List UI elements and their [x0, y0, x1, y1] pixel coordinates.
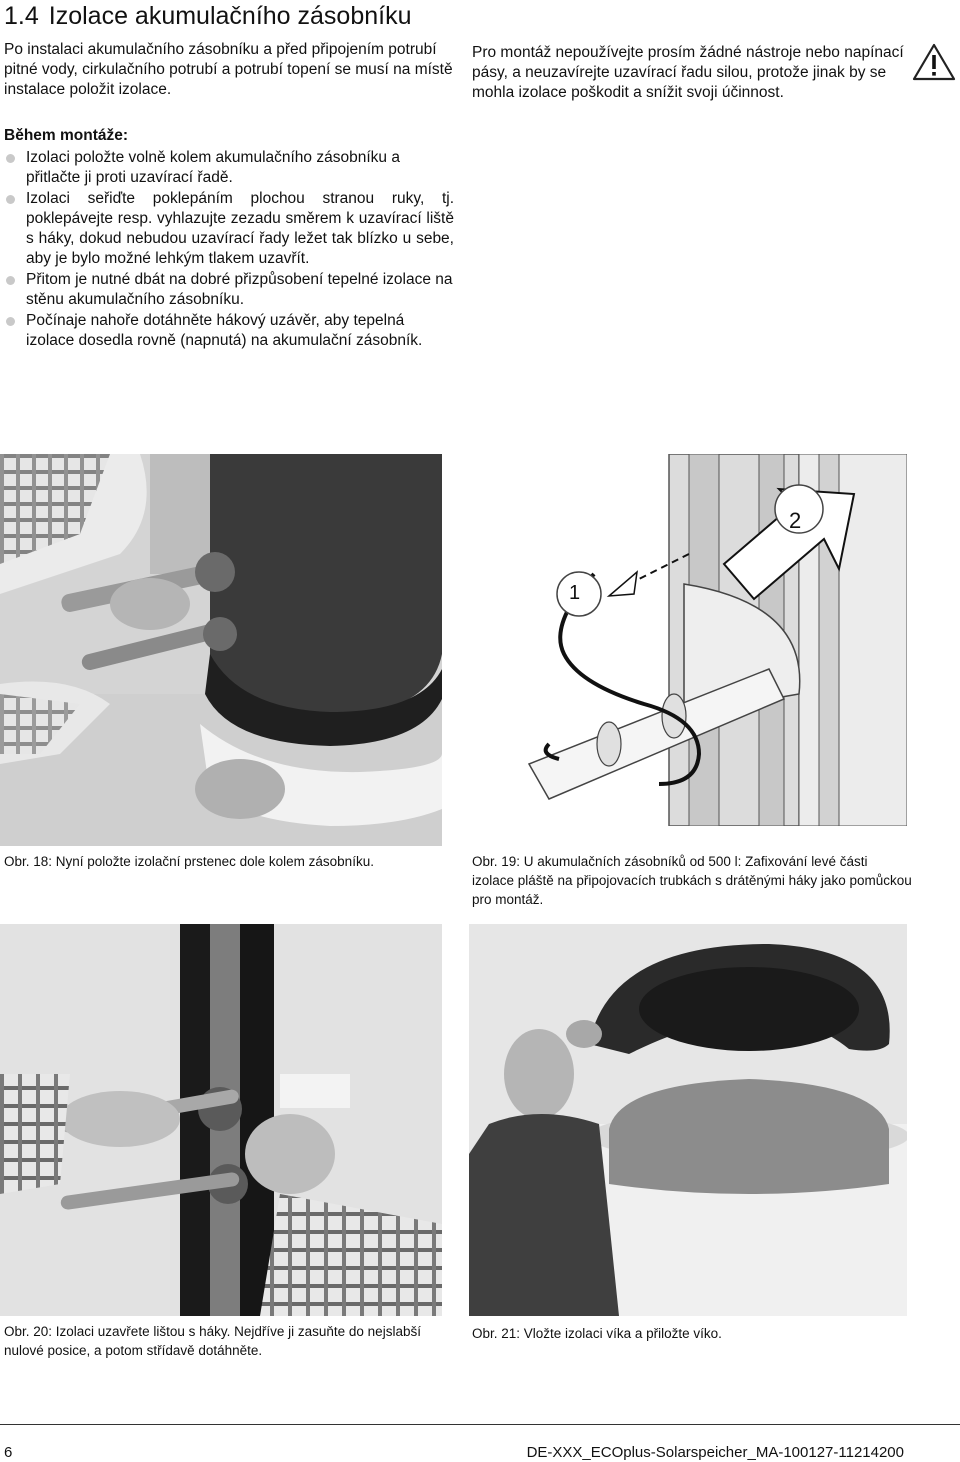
figure-21-photo	[469, 924, 907, 1316]
step-item: Přitom je nutné dbát na dobré přizpůsobení tepelné izolace na stěnu akumulačního zásobníku.	[4, 270, 454, 310]
figure-21-caption: Obr. 21: Vložte izolaci víka a přiložte víko.	[472, 1326, 722, 1341]
warning-paragraph: Pro montáž nepoužívejte prosím žádné nástroje nebo napínací pásy, a neuzavírejte uzavírací řadu silou, protože jinak by se mohla izolace poškodit a snížit svoji účinnost.	[472, 44, 904, 101]
warning-triangle-icon	[912, 42, 956, 82]
figure-20-photo	[0, 924, 442, 1316]
bullet-icon	[6, 317, 15, 326]
section-number: 1.4	[4, 2, 39, 30]
figure-20-caption: Obr. 20: Izolaci uzavřete lištou s háky. Nejdříve ji zasuňte do nejslabší nulové posice, a potom střídavě dotáhněte.	[4, 1324, 421, 1358]
callout-1-label: 1	[569, 582, 581, 604]
step-item: Izolaci seřiďte poklepáním plochou stranou ruky, tj. poklepávejte resp. vyhlazujte zezadu směrem k uzavírací liště s háky, dokud nebudou uzavírací řady ležet tak blízko u sebe, aby je bylo možné lehkým tlakem uzavřít.	[4, 189, 454, 269]
step-item: Počínaje nahoře dotáhněte hákový uzávěr, aby tepelná izolace dosedla rovně (napnutá) na akumulační zásobník.	[4, 311, 454, 351]
document-id: DE-XXX_ECOplus-Solarspeicher_MA-100127-11214200	[526, 1444, 904, 1461]
figure-18-photo	[0, 454, 442, 846]
intro-paragraph: Po instalaci akumulačního zásobníku a před připojením potrubí pitné vody, cirkulačního potrubí a potrubí topení se musí na místě instalace položit izolace.	[4, 41, 453, 98]
bullet-icon	[6, 154, 15, 163]
steps-heading: Během montáže:	[4, 127, 129, 144]
page-number: 6	[4, 1444, 13, 1461]
steps-list	[4, 148, 454, 351]
step-item: Izolaci položte volně kolem akumulačního zásobníku a přitlačte ji proti uzavírací řadě.	[4, 148, 454, 188]
figure-19-drawing	[469, 454, 907, 826]
bullet-icon	[6, 276, 15, 285]
bullet-icon	[6, 195, 15, 204]
section-title	[4, 2, 412, 31]
installation-steps	[4, 126, 454, 352]
section-heading-text: Izolace akumulačního zásobníku	[48, 2, 412, 30]
callout-2-label: 2	[789, 508, 802, 533]
figure-18-caption: Obr. 18: Nyní položte izolační prstenec dole kolem zásobníku.	[4, 854, 374, 869]
figure-19-caption: Obr. 19: U akumulačních zásobníků od 500 l: Zafixování levé části izolace pláště na připojovacích trubkách s drátěnými háky jako pomůckou pro montáž.	[472, 854, 912, 907]
